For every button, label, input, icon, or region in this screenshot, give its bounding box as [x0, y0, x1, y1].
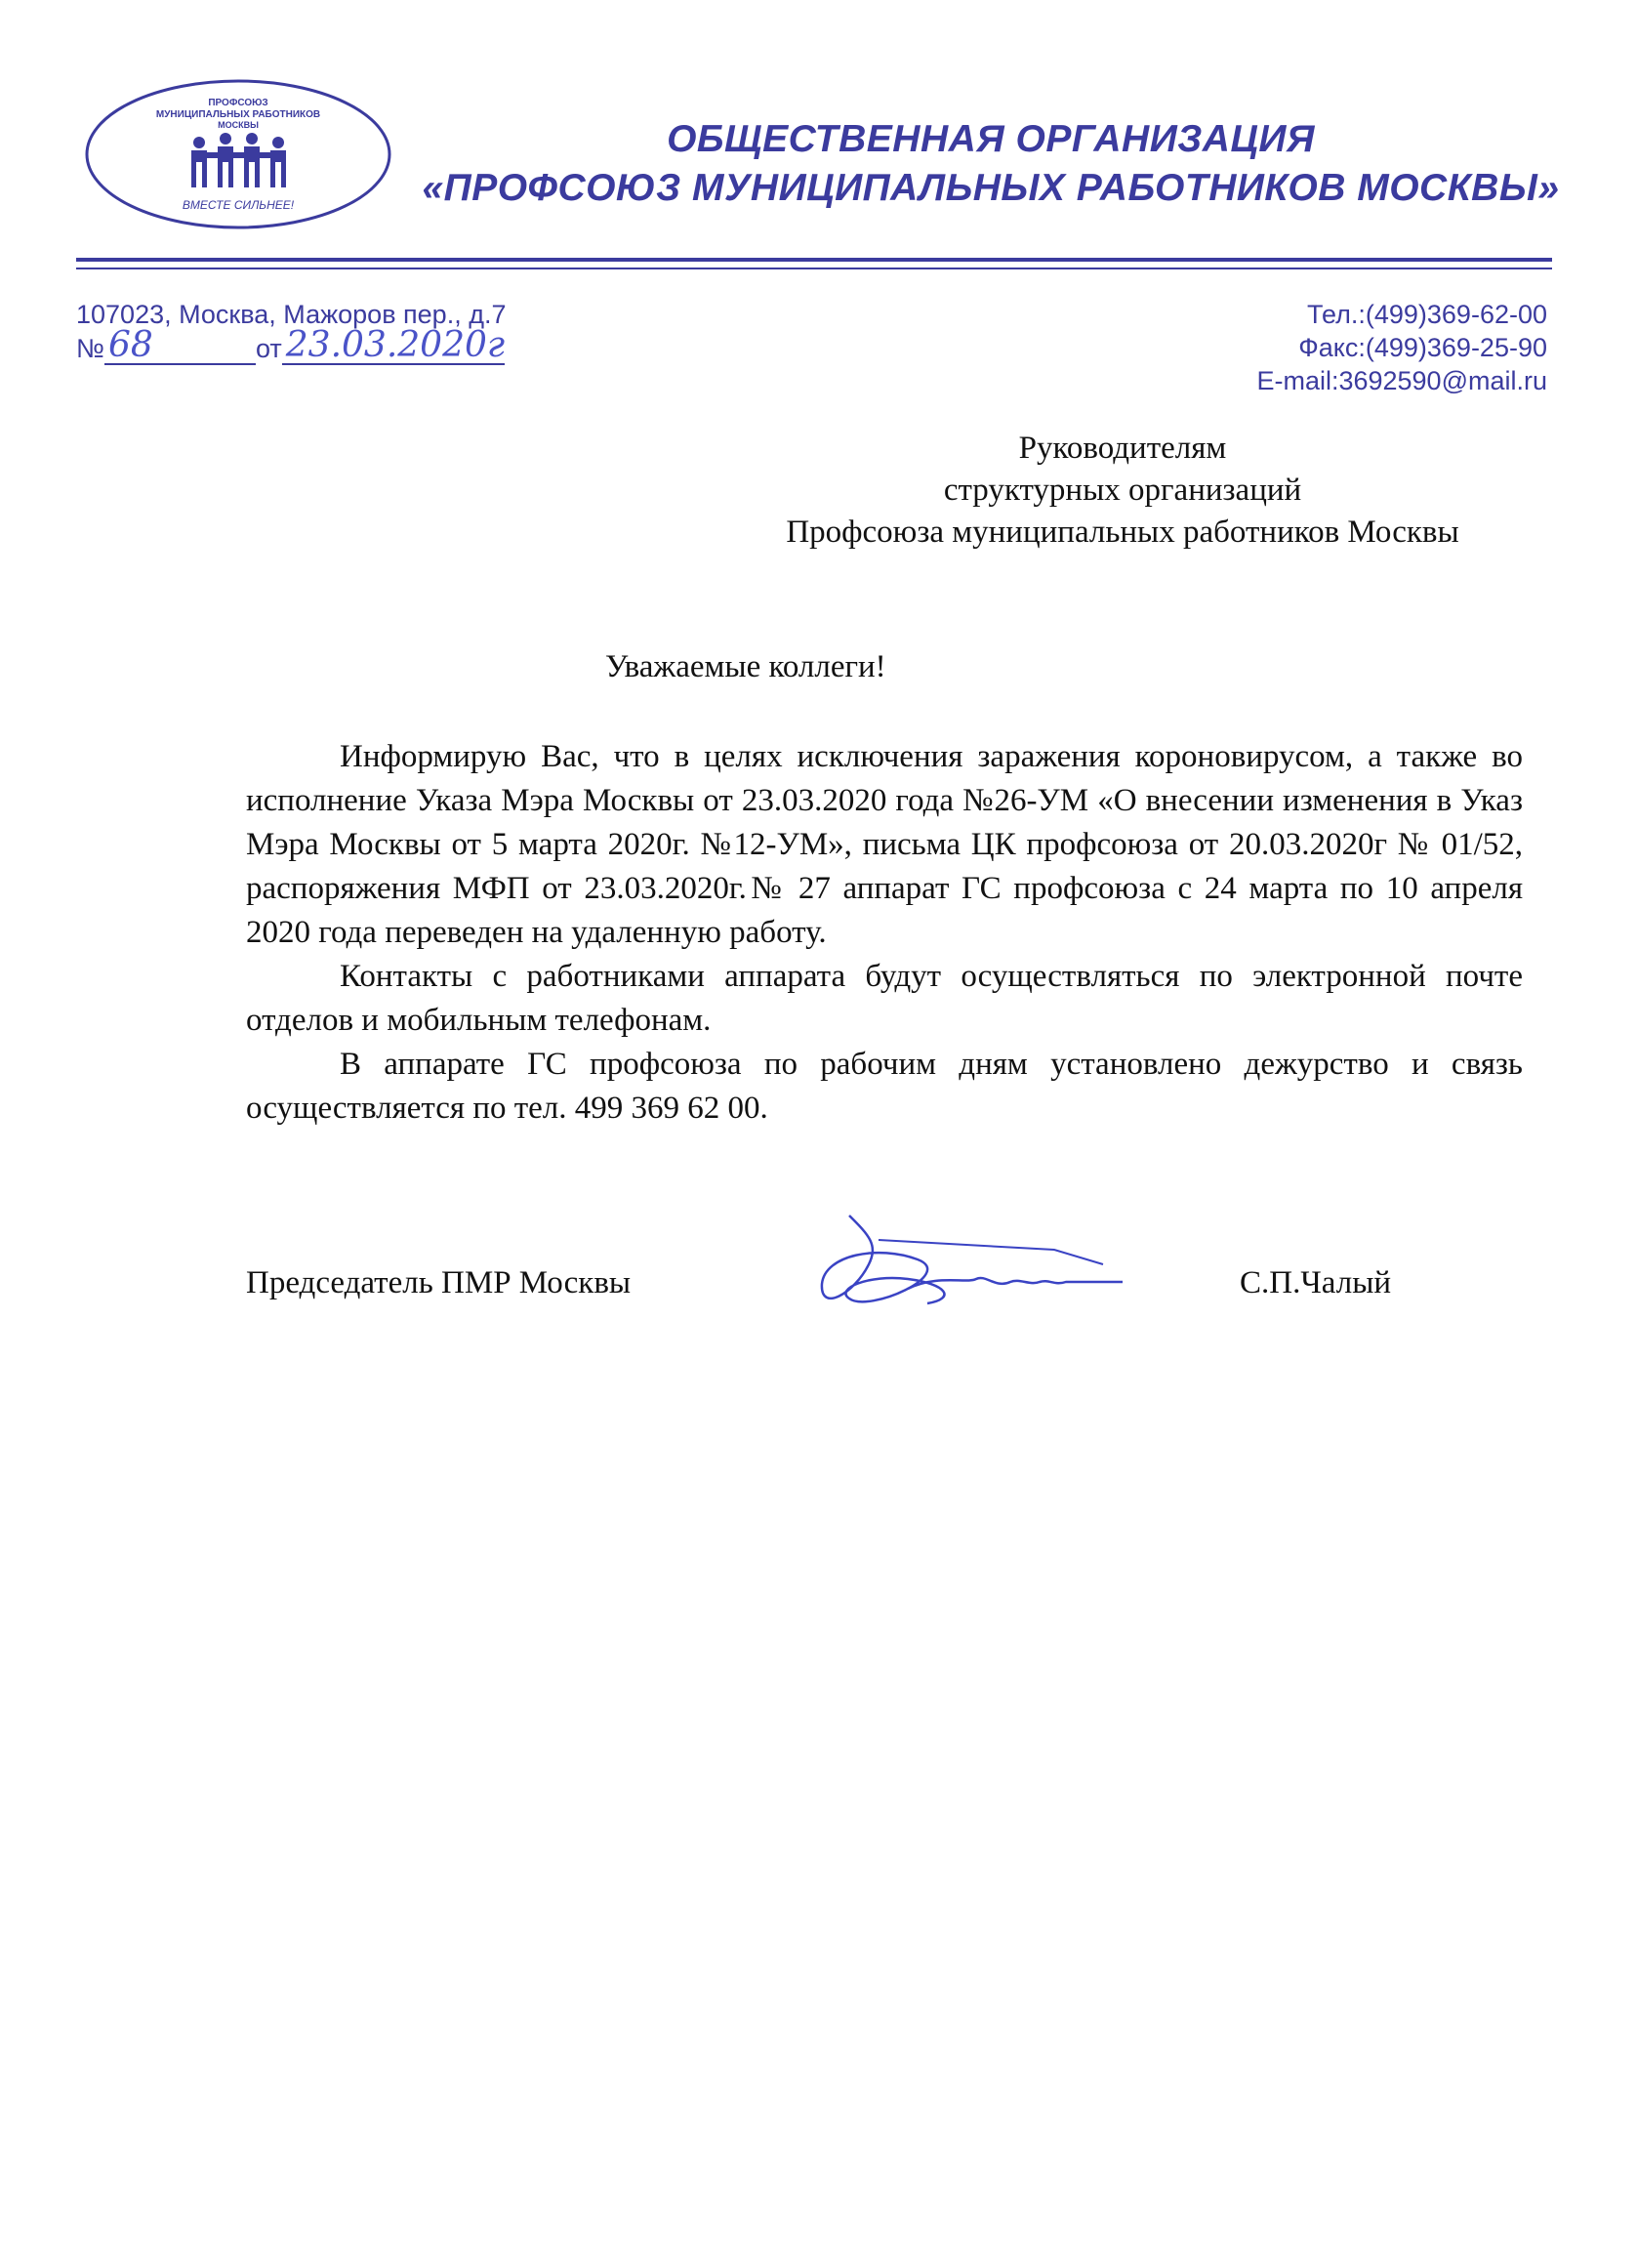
signatory-title: Председатель ПМР Москвы	[246, 1265, 632, 1300]
body-paragraph: Контакты с работниками аппарата будут осуществляться по электронной почте отделов и мобильным телефонам.	[246, 959, 1523, 1038]
handwritten-date: 23.03.2020г	[285, 325, 506, 365]
letter-body	[246, 735, 1523, 1131]
body-paragraph: В аппарате ГС профсоюза по рабочим дням установлено дежурство и связь осуществляется по тел. 499 369 62 00.	[246, 1047, 1523, 1126]
org-name-line-1: ОБЩЕСТВЕННАЯ ОРГАНИЗАЦИЯ	[667, 118, 1315, 160]
header-rule-thin	[76, 268, 1552, 269]
date-field	[282, 325, 506, 365]
phone: Тел.:(499)369-62-00	[1307, 300, 1547, 329]
contact-block	[1256, 298, 1547, 397]
recipient-line-2: структурных организаций	[943, 473, 1302, 508]
fax: Факс:(499)369-25-90	[1298, 333, 1547, 362]
logo-top-text-1: ПРОФСОЮЗ	[208, 98, 268, 108]
date-prefix: от	[255, 334, 282, 363]
greeting: Уважаемые коллеги!	[605, 649, 886, 684]
logo-motto: ВМЕСТЕ СИЛЬНЕЕ!	[182, 198, 295, 212]
recipient-block	[683, 428, 1562, 554]
handwritten-number: 68	[107, 325, 153, 365]
registration-line	[76, 325, 564, 371]
recipient-line-1: Руководителям	[1018, 431, 1227, 466]
number-prefix: №	[76, 334, 104, 363]
number-field	[104, 325, 256, 365]
signatory-name: С.П.Чалый	[1240, 1265, 1392, 1300]
recipient-line-3: Профсоюза муниципальных работников Москвы	[786, 515, 1459, 550]
logo-top-text-3: МОСКВЫ	[218, 120, 259, 130]
header-rule-thick	[76, 258, 1552, 262]
email: E-mail:3692590@mail.ru	[1256, 366, 1547, 395]
sender-address: 107023, Москва, Мажоров пер., д.7	[76, 300, 507, 329]
logo-people-mark	[191, 133, 286, 187]
organization-name	[420, 115, 1562, 213]
handwritten-signature	[810, 1206, 1123, 1342]
org-name-line-2: «ПРОФСОЮЗ МУНИЦИПАЛЬНЫХ РАБОТНИКОВ МОСКВЫ»	[422, 167, 1560, 209]
body-paragraph: Информирую Вас, что в целях исключения заражения короновирусом, а также во исполнение Указа Мэра Москвы от 23.03.2020 года №26-УМ «О внесении изменения в Указ Мэра Москвы от 5 марта 2020г. №12-УМ», письма ЦК профсоюза от 20.03.2020г № 01/52, распоряжения МФП от 23.03.2020г.№ 27 аппарат ГС профсоюза с 24 марта по 10 апреля 2020 года переведен на удаленную работу.	[246, 739, 1523, 950]
union-logo	[82, 76, 394, 232]
logo-top-text-2: МУНИЦИПАЛЬНЫХ РАБОТНИКОВ	[155, 109, 321, 120]
